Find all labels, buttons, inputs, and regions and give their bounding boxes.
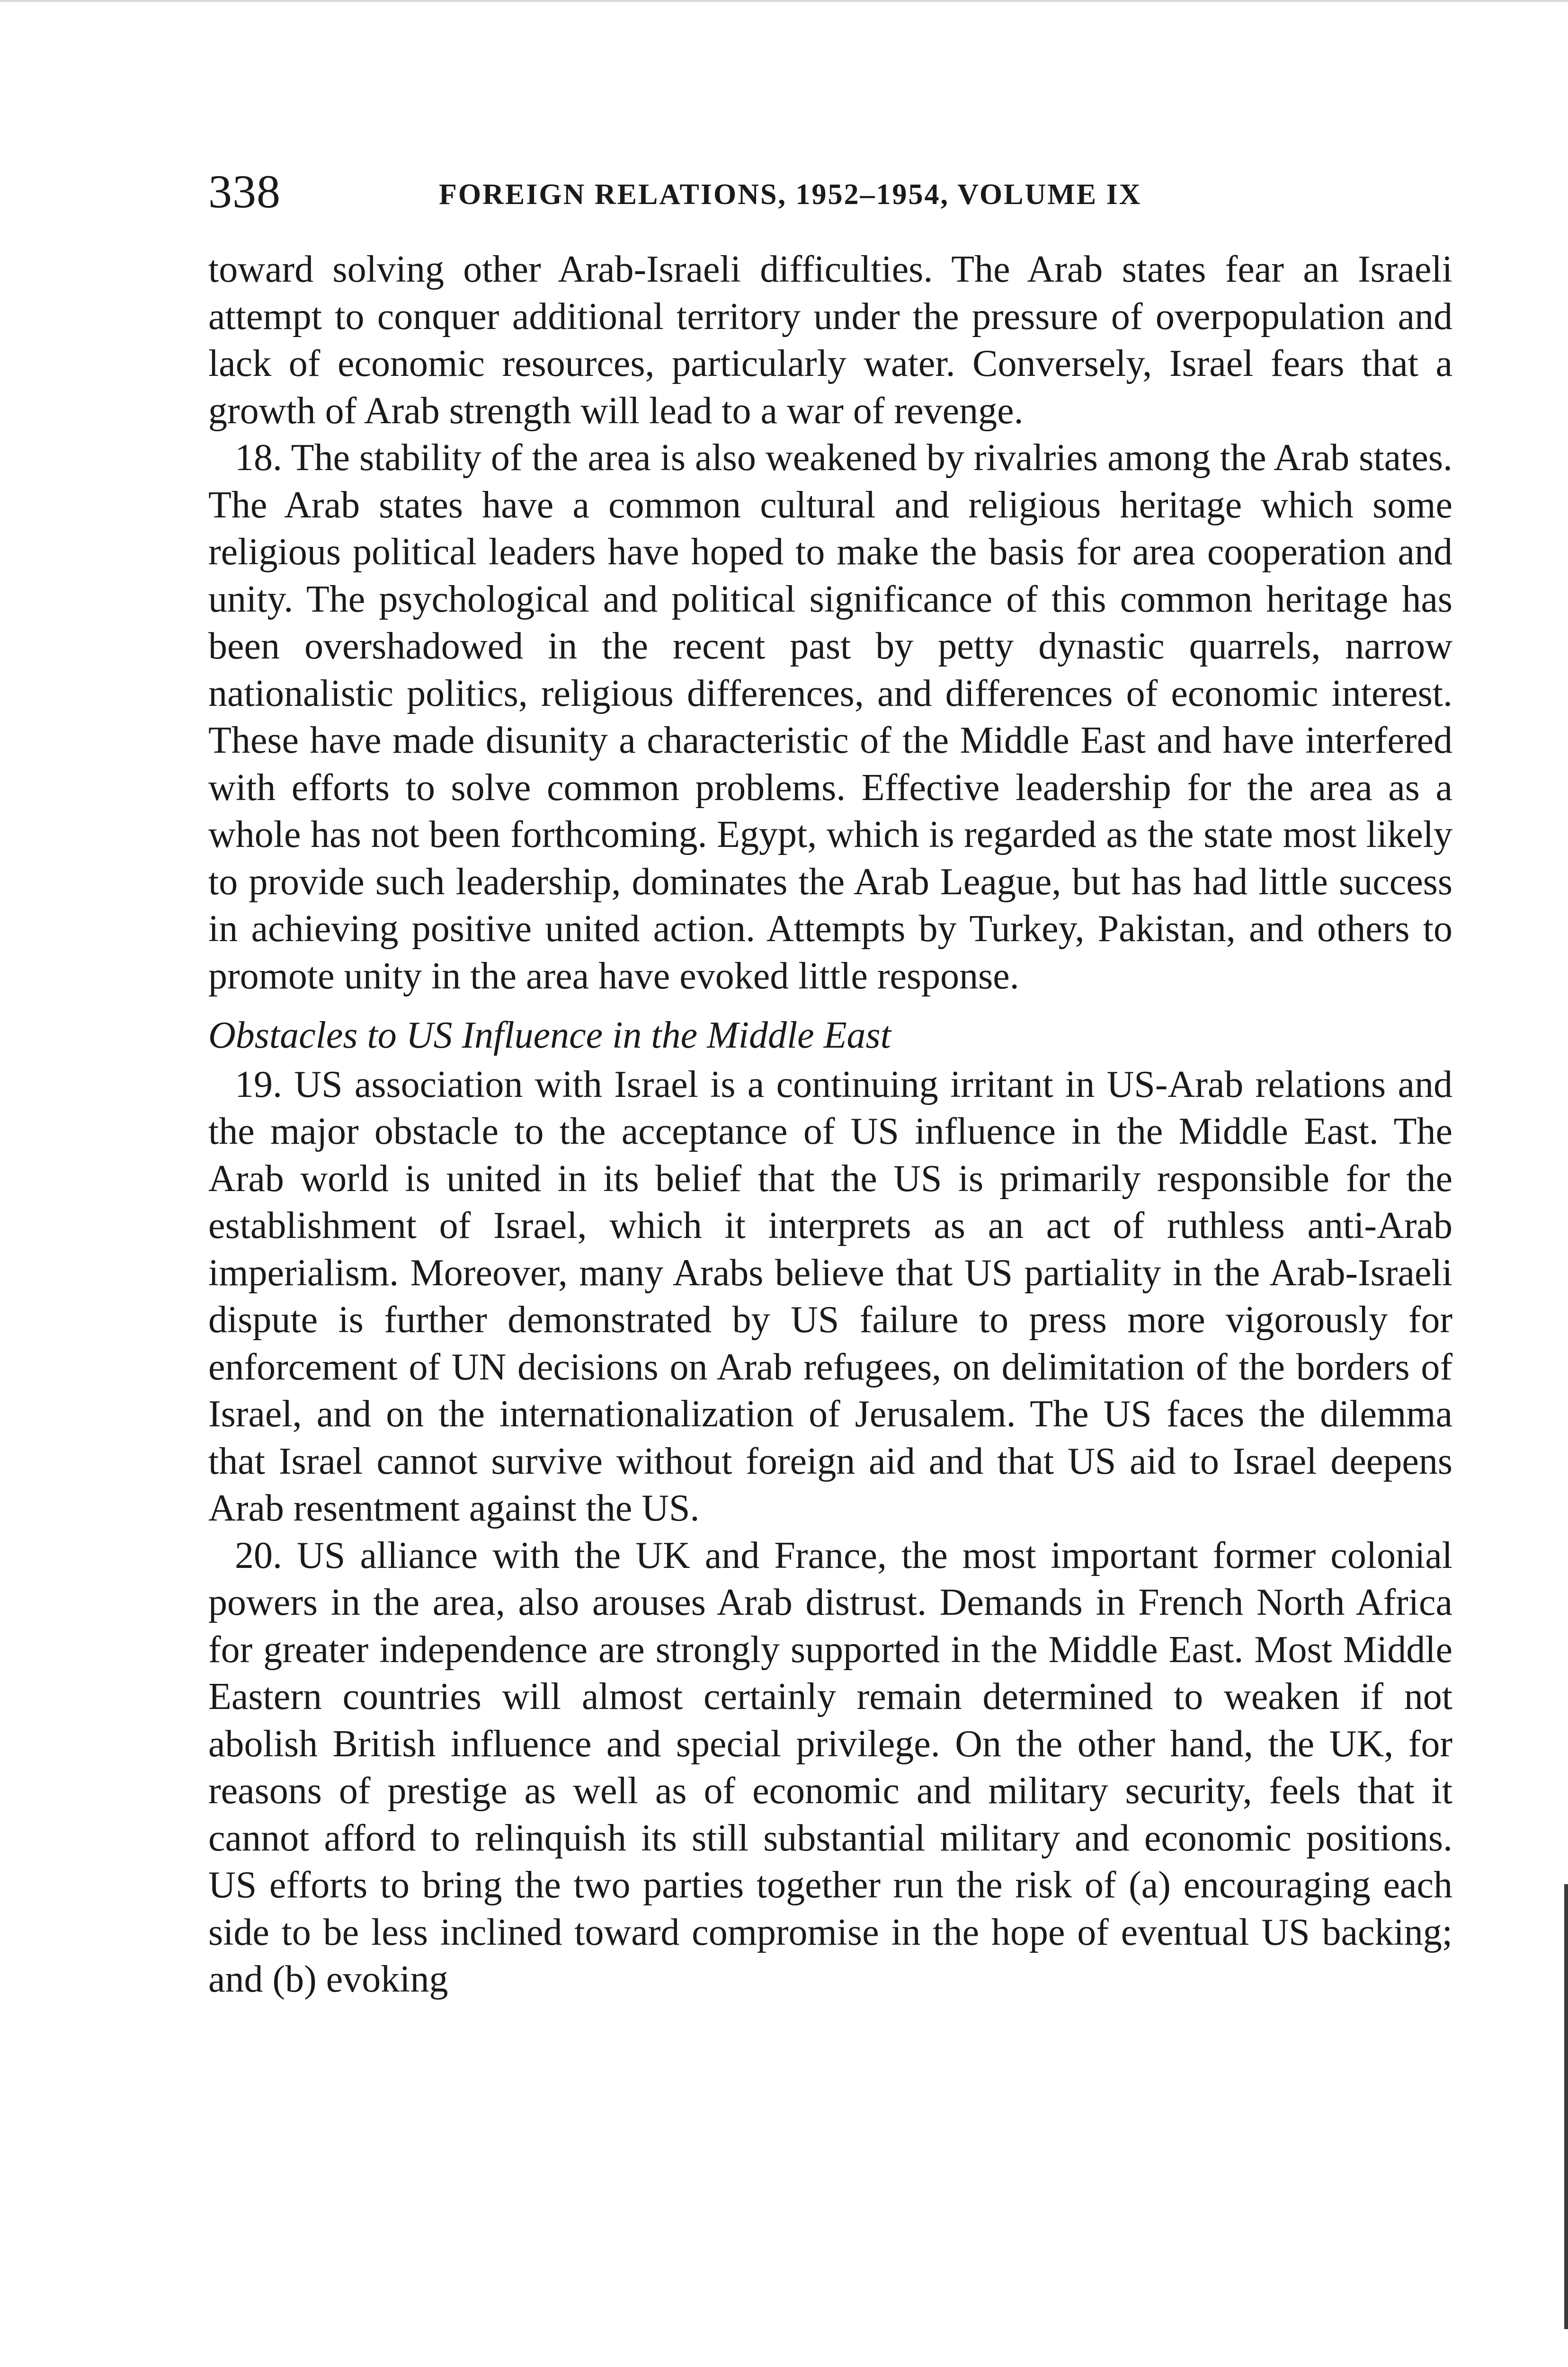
section-heading: Obstacles to US Influence in the Middle East [208, 1014, 891, 1056]
page-header [208, 163, 1458, 220]
paragraph-20: 20. US alliance with the UK and France, the most important former colonial powers in the area, also arouses Arab distrust. Demands in French North Africa for greater independence are strongly supported in the Middle East. Most Middle Eastern countries will almost certainly remain determined to weaken if not abolish British influence and special privilege. On the other hand, the UK, for reasons of prestige as well as of economic and military security, feels that it cannot afford to relinquish its still substantial military and economic positions. US efforts to bring the two parties together run the risk of (a) encouraging each side to be less inclined toward compromise in the hope of eventual US backing; and (b) evoking [208, 1534, 1452, 2000]
body-text [208, 246, 1452, 2003]
top-edge-rule [0, 0, 1568, 2]
paragraph-19: 19. US association with Israel is a continuing irritant in US-Arab relations and the major obstacle to the acceptance of US influence in the Middle East. The Arab world is united in its belief that the US is primarily responsible for the establishment of Israel, which it interprets as an act of ruthless anti-Arab imperialism. Moreover, many Arabs believe that US partiality in the Arab-Israeli dispute is further demonstrated by US failure to press more vigorously for enforcement of UN decisions on Arab refugees, on delimitation of the borders of Israel, and on the internationalization of Jerusalem. The US faces the dilemma that Israel cannot survive without foreign aid and that US aid to Israel deepens Arab resentment against the US. [208, 1063, 1452, 1529]
page-number: 338 [208, 165, 281, 218]
paragraph-continued: toward solving other Arab-Israeli difficulties. The Arab states fear an Israeli attempt to conquer additional territory under the pressure of overpopulation and lack of economic resources, particularly water. Conversely, Israel fears that a growth of Arab strength will lead to a war of revenge. [208, 249, 1452, 432]
paragraph-18: 18. The stability of the area is also weakened by rivalries among the Arab states. The Arab states have a common cultural and religious heritage which some religious political leaders have hoped to make the basis for area cooperation and unity. The psychological and political significance of this common heritage has been overshadowed in the recent past by petty dynastic quarrels, narrow nationalistic politics, religious differences, and differences of economic interest. These have made disunity a characteristic of the Middle East and have interfered with efforts to solve common problems. Effective leadership for the area as a whole has not been forthcoming. Egypt, which is regarded as the state most likely to provide such leadership, dominates the Arab League, but has had little success in achieving positive united action. Attempts by Turkey, Pakistan, and others to promote unity in the area have evoked little response. [208, 437, 1452, 997]
scan-edge-shadow [1564, 1884, 1568, 2329]
running-head: FOREIGN RELATIONS, 1952–1954, VOLUME IX [439, 178, 1142, 211]
